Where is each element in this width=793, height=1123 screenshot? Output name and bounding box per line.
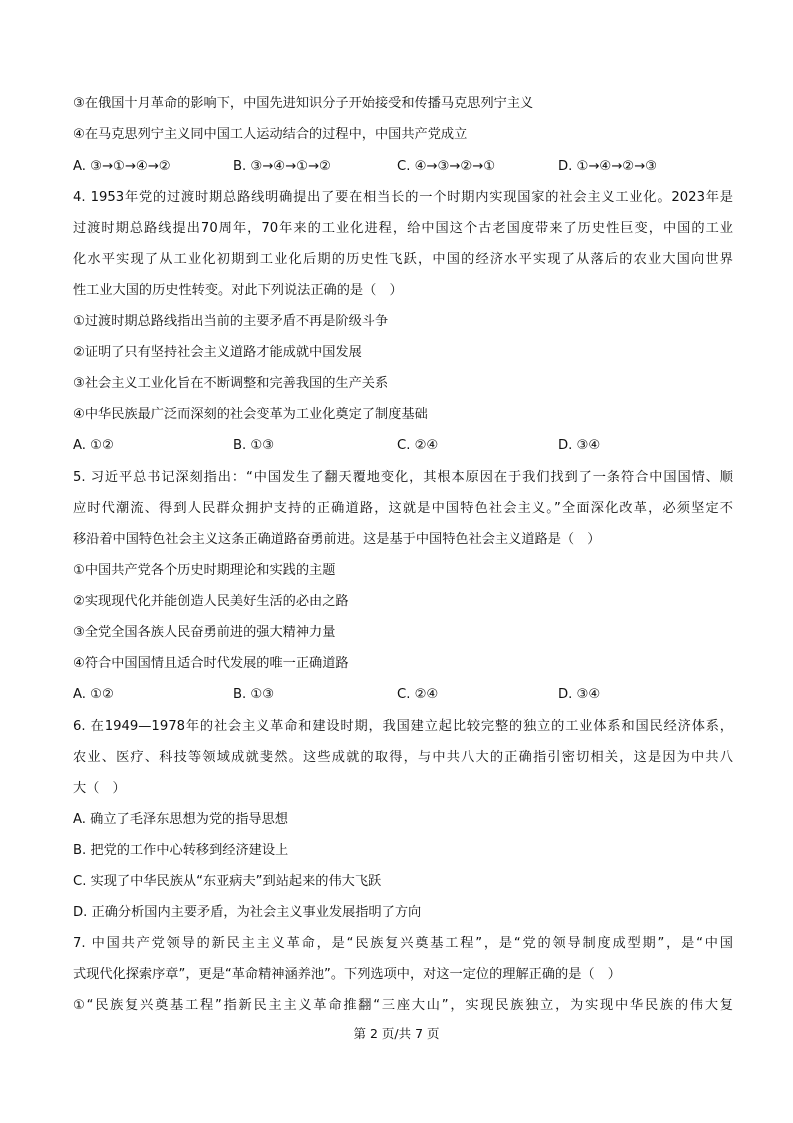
q3-statement-3: ③在俄国十月革命的影响下，中国先进知识分子开始接受和传播马克思列宁主义 (73, 96, 534, 111)
q4-statement-1: ①过渡时期总路线指出当前的主要矛盾不再是阶级斗争 (73, 314, 389, 329)
q5-option-a: A. ①② (73, 687, 114, 702)
q4-option-b: B. ①③ (233, 438, 275, 453)
q5-statement-4: ④符合中国国情且适合时代发展的唯一正确道路 (73, 656, 349, 671)
q7-stem-line-2: 式现代化探索序章”，更是“革命精神涵养池”。下列选项中，对这一定位的理解正确的是（ ） (73, 967, 621, 982)
q5-stem-line-3: 移沿着中国特色社会主义这条正确道路奋勇前进。这是基于中国特色社会主义道路是（ ） (73, 532, 601, 547)
q4-option-d: D. ③④ (558, 438, 601, 453)
q5-option-c: C. ②④ (397, 687, 439, 702)
q5-statement-3: ③全党全国各族人民奋勇前进的强大精神力量 (73, 625, 336, 640)
q5-stem-line-2: 应时代潮流、得到人民群众拥护支持的正确道路，这就是中国特色社会主义。”全面深化改革，必须坚定不 (73, 501, 733, 516)
q3-option-a: A. ③→①→④→② (73, 159, 171, 174)
q5-option-d: D. ③④ (558, 687, 601, 702)
q7-statement-1: ①“民族复兴奠基工程”指新民主主义革命推翻“三座大山”，实现民族独立，为实现中华民族的伟大复 (73, 998, 733, 1013)
q4-stem-line-4: 性工业大国的历史性转变。对此下列说法正确的是（ ） (73, 283, 403, 298)
q3-option-c: C. ④→③→②→① (397, 159, 496, 174)
q6-stem-line-3: 大（ ） (73, 781, 126, 796)
q5-statement-2: ②实现现代化并能创造人民美好生活的必由之路 (73, 594, 349, 609)
q6-stem-line-1: 6. 在1949—1978年的社会主义革命和建设时期，我国建立起比较完整的独立的工业体系和国民经济体系， (73, 719, 733, 734)
q3-option-d: D. ①→④→②→③ (558, 159, 657, 174)
q4-stem-line-1: 4. 1953年党的过渡时期总路线明确提出了要在相当长的一个时期内实现国家的社会主义工业化。2023年是 (73, 190, 733, 205)
q6-option-a: A. 确立了毛泽东思想为党的指导思想 (73, 812, 288, 827)
q4-statement-2: ②证明了只有坚持社会主义道路才能成就中国发展 (73, 345, 362, 360)
q5-statement-1: ①中国共产党各个历史时期理论和实践的主题 (73, 563, 336, 578)
q4-stem-line-2: 过渡时期总路线提出70周年，70年来的工业化进程，给中国这个古老国度带来了历史性巨变，中国的工业 (73, 221, 733, 236)
q5-option-b: B. ①③ (233, 687, 275, 702)
q7-stem-line-1: 7. 中国共产党领导的新民主主义革命，是“民族复兴奠基工程”，是“党的领导制度成型期”，是“中国 (73, 936, 733, 951)
q4-option-c: C. ②④ (397, 438, 439, 453)
q6-option-c: C. 实现了中华民族从“东亚病夫”到站起来的伟大飞跃 (73, 874, 382, 889)
q6-option-b: B. 把党的工作中心转移到经济建设上 (73, 843, 289, 858)
q6-option-d: D. 正确分析国内主要矛盾，为社会主义事业发展指明了方向 (73, 905, 422, 920)
q6-stem-line-2: 农业、医疗、科技等领域成就斐然。这些成就的取得，与中共八大的正确指引密切相关，这是因为中共八 (73, 750, 733, 765)
q4-statement-3: ③社会主义工业化旨在不断调整和完善我国的生产关系 (73, 376, 389, 391)
q4-stem-line-3: 化水平实现了从工业化初期到工业化后期的历史性飞跃，中国的经济水平实现了从落后的农业大国向世界 (73, 252, 733, 267)
q3-statement-4: ④在马克思列宁主义同中国工人运动结合的过程中，中国共产党成立 (73, 127, 468, 142)
q3-option-b: B. ③→④→①→② (233, 159, 331, 174)
page-number: 第 2 页/共 7 页 (353, 1026, 440, 1041)
q4-option-a: A. ①② (73, 438, 114, 453)
q5-stem-line-1: 5. 习近平总书记深刻指出：“中国发生了翻天覆地变化，其根本原因在于我们找到了一条符合中国国情、顺 (73, 470, 733, 485)
q4-statement-4: ④中华民族最广泛而深刻的社会变革为工业化奠定了制度基础 (73, 407, 428, 422)
